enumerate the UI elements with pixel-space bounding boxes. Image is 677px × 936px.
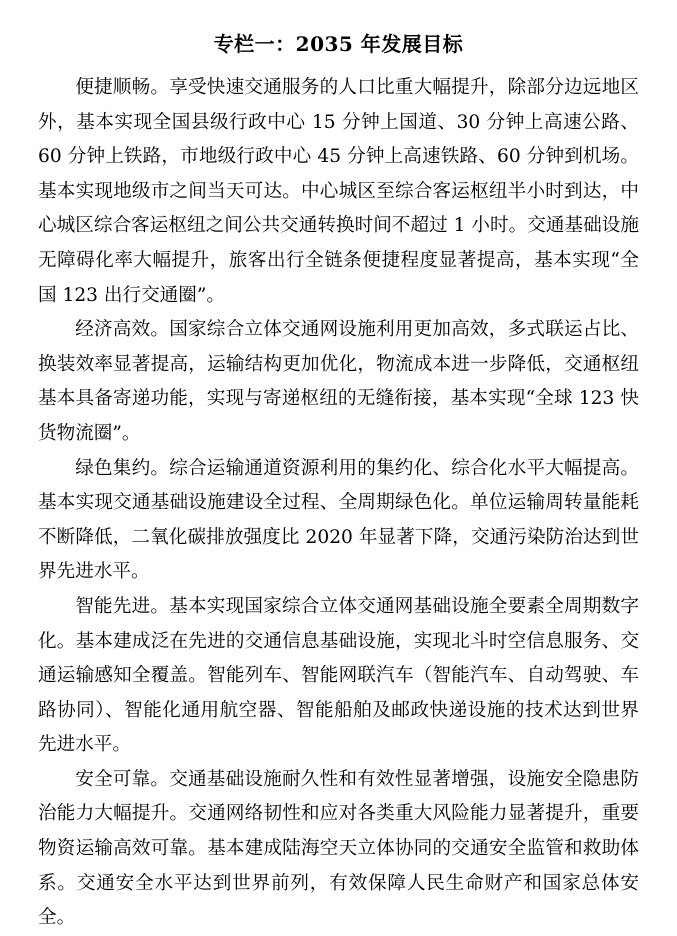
paragraph-3: 绿色集约。综合运输通道资源利用的集约化、综合化水平大幅提高。基本实现交通基础设施建设全过程、全周期绿色化。单位运输周转量能耗不断降低，二氧化碳排放强度比 2020 年显著下降，交通污染防治达到世界先进水平。 [38, 457, 639, 583]
document-body [38, 71, 639, 936]
paragraph-1: 便捷顺畅。享受快速交通服务的人口比重大幅提升，除部分边远地区外，基本实现全国县级行政中心 15 分钟上国道、30 分钟上高速公路、60 分钟上铁路，市地级行政中心 45 分钟上高速铁路、60 分钟到机场。基本实现地级市之间当天可达。中心城区至综合客运枢纽半小时到达，中心城区综合客运枢纽之间公共交通转换时间不超过 1 小时。交通基础设施无障碍化率大幅提升，旅客出行全链条便捷程度显著提高，基本实现“全国 123 出行交通圈”。 [38, 77, 639, 306]
paragraph-5: 安全可靠。交通基础设施耐久性和有效性显著增强，设施安全隐患防治能力大幅提升。交通网络韧性和应对各类重大风险能力显著提升，重要物资运输高效可靠。基本建成陆海空天立体协同的交通安全监管和救助体系。交通安全水平达到世界前列，有效保障人民生命财产和国家总体安全。 [38, 768, 639, 929]
paragraph-2: 经济高效。国家综合立体交通网设施利用更加高效，多式联运占比、换装效率显著提高，运输结构更加优化，物流成本进一步降低，交通枢纽基本具备寄递功能，实现与寄递枢纽的无缝衔接，基本实现“全球 123 快货物流圈”。 [38, 319, 639, 444]
page-title: 专栏一：2035 年发展目标 [213, 32, 464, 56]
paragraph-4: 智能先进。基本实现国家综合立体交通网基础设施全要素全周期数字化。基本建成泛在先进的交通信息基础设施，实现北斗时空信息服务、交通运输感知全覆盖。智能列车、智能网联汽车（智能汽车、自动驾驶、车路协同）、智能化通用航空器、智能船舶及邮政快递设施的技术达到世界先进水平。 [38, 595, 639, 756]
